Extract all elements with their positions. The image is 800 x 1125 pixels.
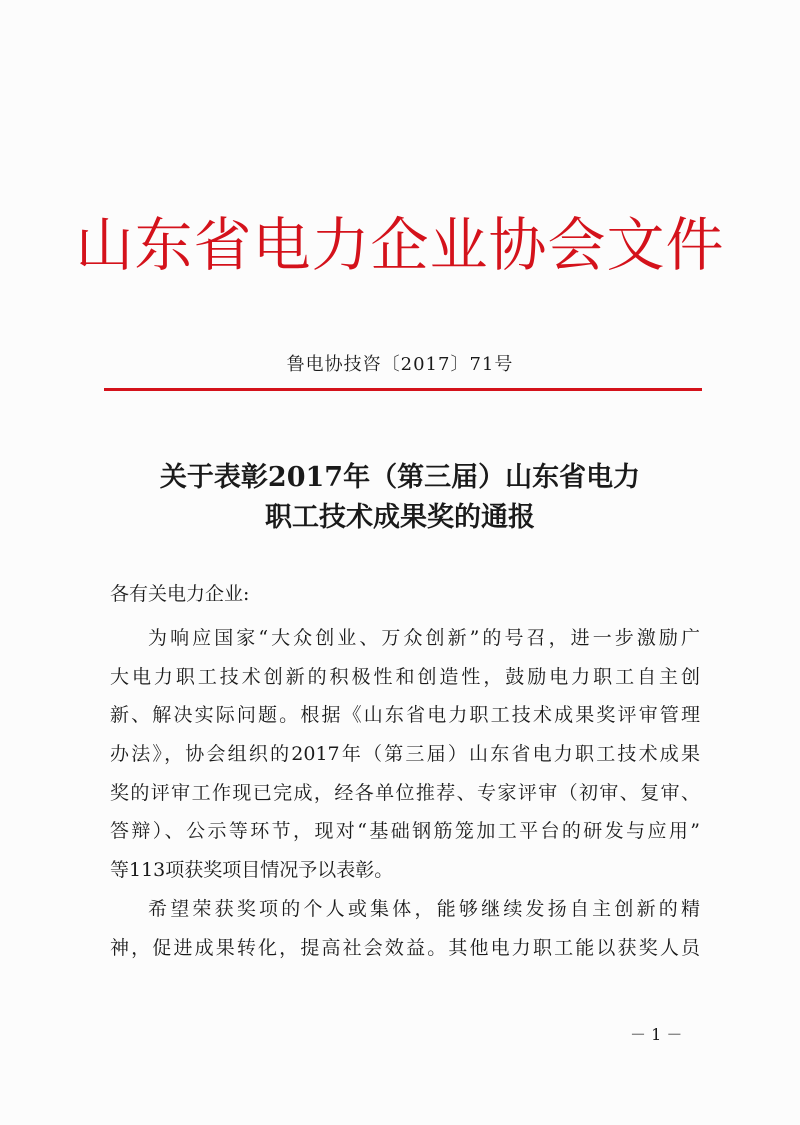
notice-title-line: 关于表彰2017年（第三届）山东省电力 — [159, 462, 641, 493]
body-line: 希望荣获奖项的个人或集体，能够继续发扬自主创新的精 — [148, 897, 700, 920]
notice-title — [0, 458, 800, 538]
body-line: 等113项获奖项目情况予以表彰。 — [110, 859, 394, 882]
red-divider-line — [104, 388, 702, 391]
salutation: 各有关电力企业: — [110, 583, 250, 605]
body-line: 新、解决实际问题。根据《山东省电力职工技术成果奖评审管理 — [110, 704, 700, 727]
page-number: － 1 － — [630, 1025, 683, 1044]
body-line: 答辩）、公示等环节，现对“基础钢筋笼加工平台的研发与应用” — [110, 820, 700, 843]
notice-title-line: 职工技术成果奖的通报 — [265, 502, 535, 533]
body-line: 办法》，协会组织的2017年（第三届）山东省电力职工技术成果 — [110, 743, 700, 766]
body-line: 奖的评审工作现已完成，经各单位推荐、专家评审（初审、复审、 — [110, 781, 700, 804]
body-text — [110, 619, 700, 967]
document-number: 鲁电协技咨〔2017〕71号 — [286, 354, 514, 375]
body-line: 为响应国家“大众创业、万众创新”的号召，进一步激励广 — [148, 627, 700, 649]
body-line: 神，促进成果转化，提高社会效益。其他电力职工能以获奖人员 — [110, 936, 700, 959]
body-line: 大电力职工技术创新的积极性和创造性，鼓励电力职工自主创 — [110, 665, 700, 688]
issuer-header-title: 山东省电力企业协会文件 — [75, 211, 725, 279]
